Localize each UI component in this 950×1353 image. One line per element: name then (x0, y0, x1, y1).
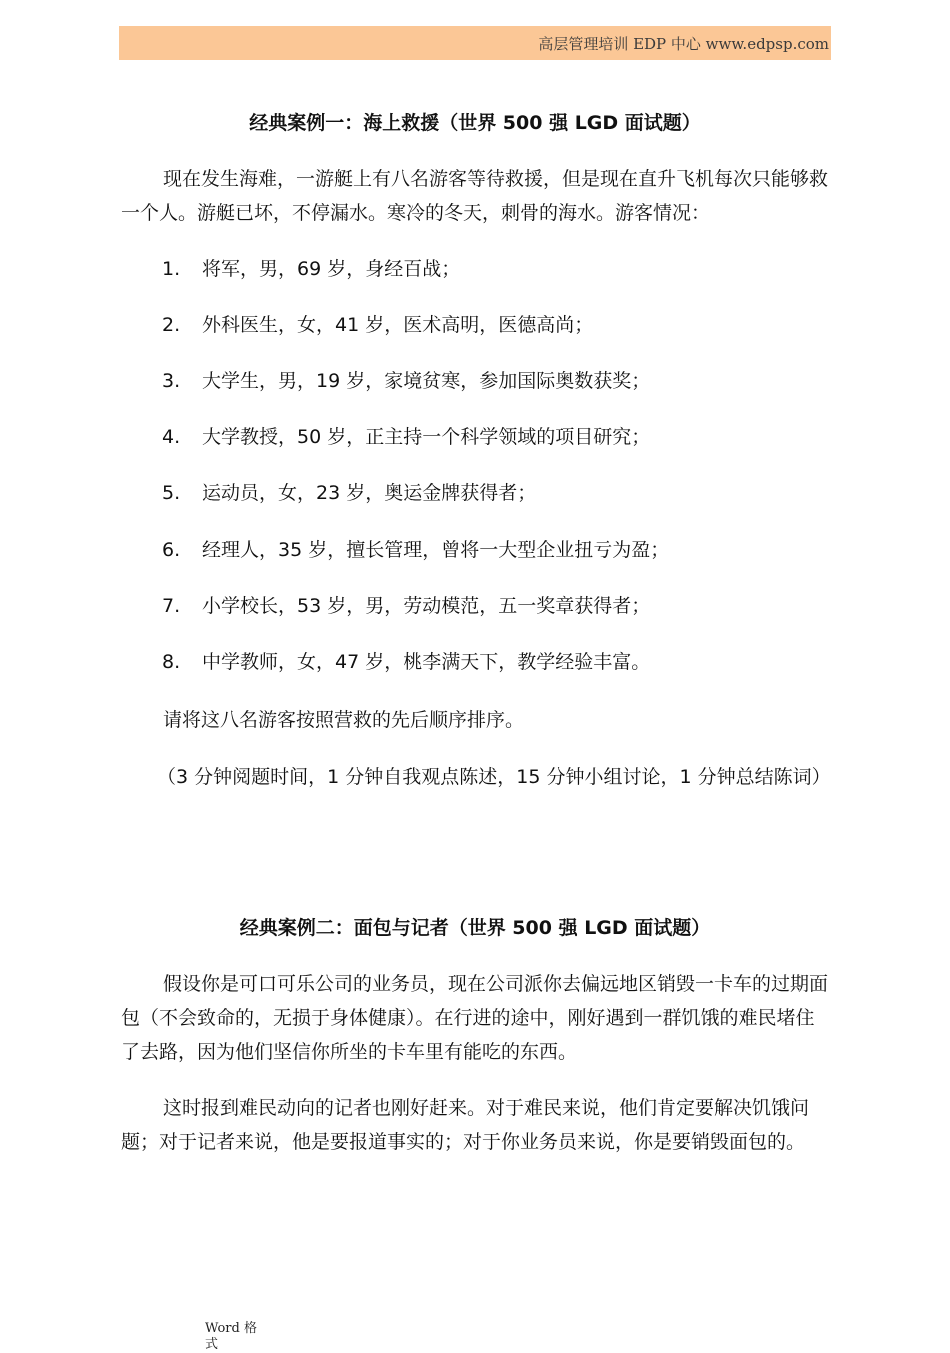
list-item (162, 647, 822, 677)
list-item-number: 3. (162, 370, 181, 392)
list-item-number: 8. (162, 651, 181, 673)
list-item-text: 大学生，男，19 岁，家境贫寒，参加国际奥数获奖； (202, 370, 651, 392)
list-item-number: 1. (162, 258, 181, 280)
list-item-text: 小学校长，53 岁，男，劳动模范，五一奖章获得者； (202, 595, 651, 617)
list-item-text: 大学教授，50 岁，正主持一个科学领域的项目研究； (202, 426, 651, 448)
header-text: 高层管理培训 EDP 中心 www.edpsp.com (538, 34, 829, 53)
list-item (162, 478, 822, 508)
list-item (162, 422, 822, 452)
list-item-number: 2. (162, 314, 181, 336)
case1-timing: （3 分钟阅题时间，1 分钟自我观点陈述，15 分钟小组讨论，1 分钟总结陈词） (157, 766, 831, 788)
list-item (162, 366, 822, 396)
list-item-text: 将军，男，69 岁，身经百战； (202, 258, 461, 280)
footer-label: Word 格式 (205, 1321, 257, 1352)
case2-title: 经典案例二：面包与记者（世界 500 强 LGD 面试题） (239, 917, 711, 939)
list-item-text: 经理人，35 岁，擅长管理，曾将一大型企业扭亏为盈； (202, 539, 670, 561)
list-item (162, 535, 822, 565)
case1-instruction: 请将这八名游客按照营救的先后顺序排序。 (163, 709, 525, 731)
list-item (162, 310, 822, 340)
case1-title: 经典案例一：海上救援（世界 500 强 LGD 面试题） (249, 112, 701, 134)
list-item-number: 7. (162, 595, 181, 617)
list-item (162, 254, 822, 284)
list-item-number: 6. (162, 539, 181, 561)
list-item-number: 5. (162, 482, 181, 504)
list-item-number: 4. (162, 426, 181, 448)
case1-intro: 现在发生海难，一游艇上有八名游客等待救援，但是现在直升飞机每次只能够救一个人。游艇已坏，不停漏水。寒冷的冬天，刺骨的海水。游客情况： (121, 168, 829, 224)
list-item-text: 中学教师，女，47 岁，桃李满天下，教学经验丰富。 (202, 651, 651, 673)
case2-paragraph-2: 这时报到难民动向的记者也刚好赶来。对于难民来说，他们肯定要解决饥饿问题；对于记者来说，他是要报道事实的；对于你业务员来说，你是要销毁面包的。 (121, 1097, 810, 1153)
list-item-text: 外科医生，女，41 岁，医术高明，医德高尚； (202, 314, 594, 336)
list-item-text: 运动员，女，23 岁，奥运金牌获得者； (202, 482, 537, 504)
case2-paragraph-1: 假设你是可口可乐公司的业务员，现在公司派你去偏远地区销毁一卡车的过期面包（不会致命的，无损于身体健康）。在行进的途中，刚好遇到一群饥饿的难民堵住了去路，因为他们坚信你所坐的卡车里有能吃的东西。 (121, 973, 829, 1063)
page-header (119, 26, 831, 60)
list-item (162, 591, 822, 621)
